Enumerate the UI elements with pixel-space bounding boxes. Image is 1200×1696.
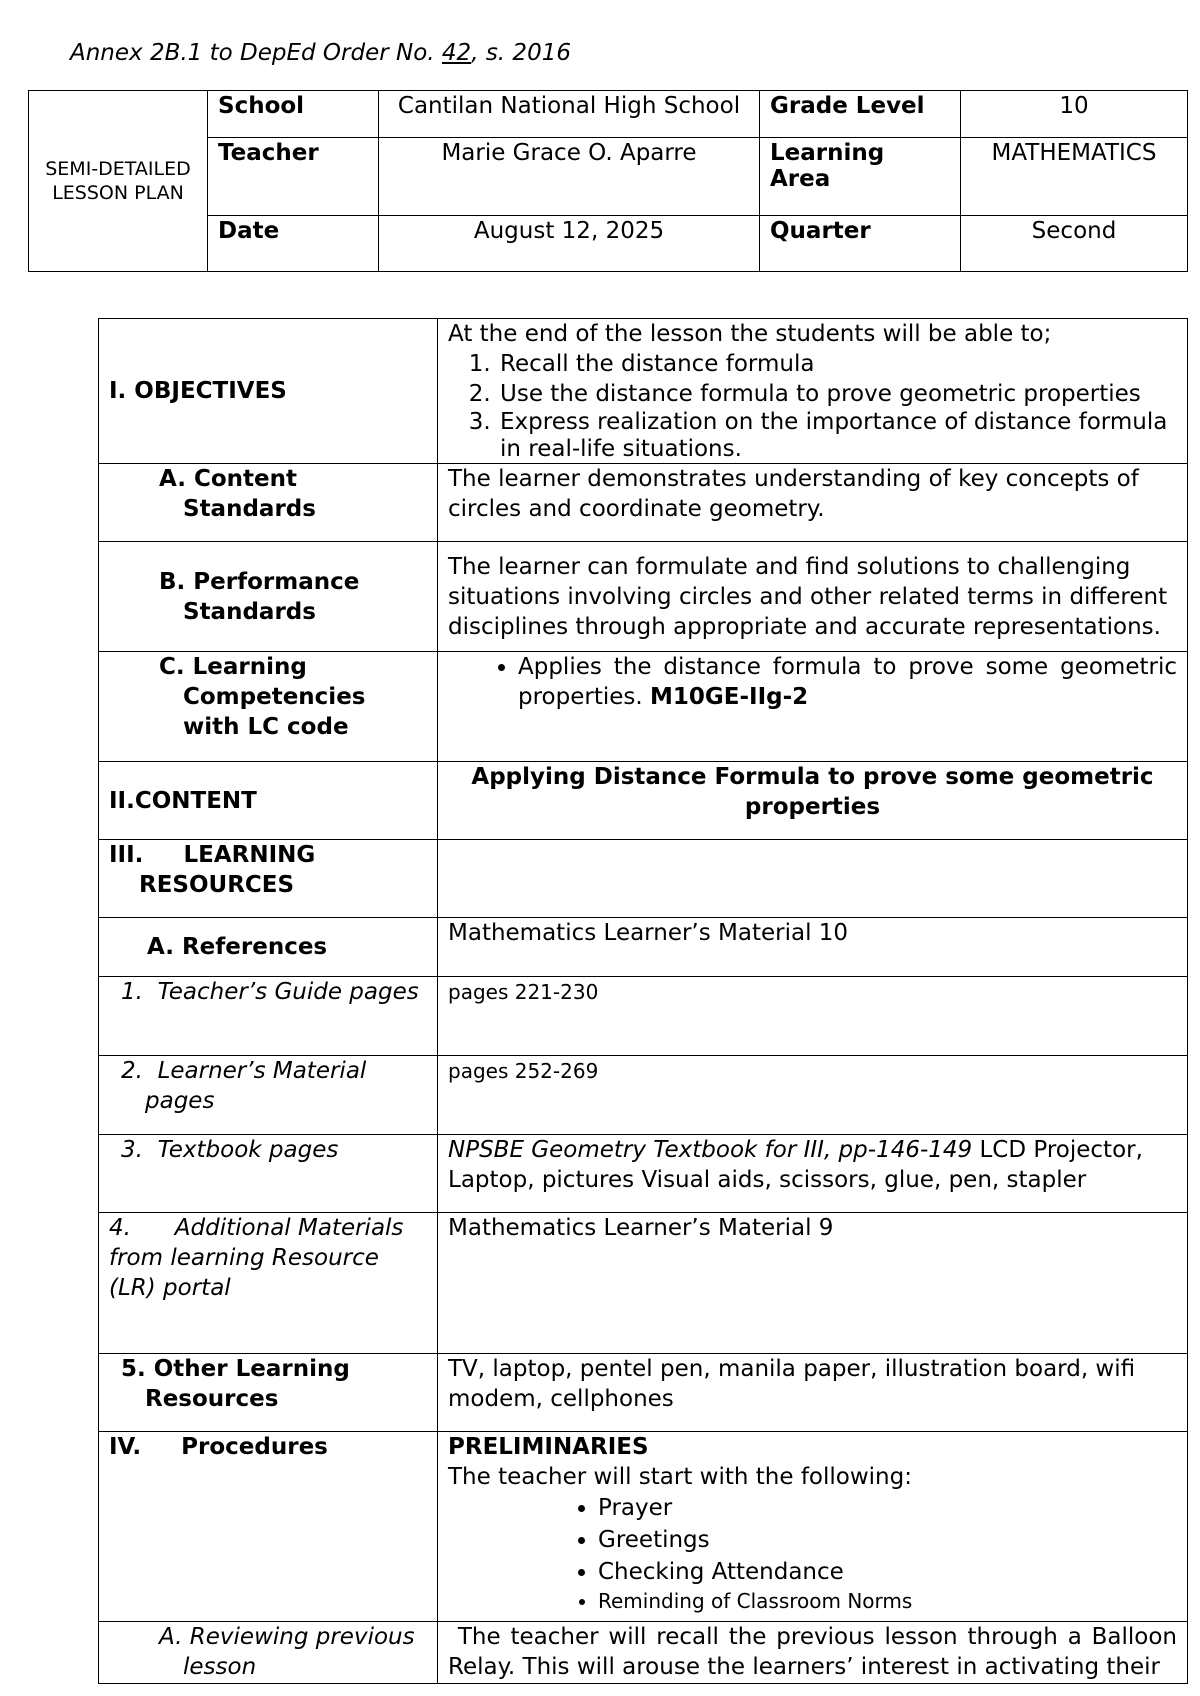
grade-value: 10 — [961, 91, 1188, 138]
performance-standards-label: B. Performance Standards — [99, 542, 438, 652]
learning-resources-label: III. LEARNING RESOURCES — [99, 840, 438, 918]
objectives-cell — [438, 319, 1188, 464]
annex-reference — [70, 40, 571, 66]
reviewing-label: A. Reviewing previous lesson — [99, 1622, 438, 1684]
learning-resources-value — [438, 840, 1188, 918]
competencies-cell — [438, 652, 1188, 762]
other-resources-label: 5. Other Learning Resources — [99, 1354, 438, 1432]
school-label: School — [208, 91, 379, 138]
quarter-label: Quarter — [760, 216, 961, 272]
content-standards-text: The learner demonstrates understanding of key concepts of circles and coordinate geometry. — [438, 464, 1188, 542]
tg-pages-label: 1. Teacher’s Guide pages — [99, 977, 438, 1056]
references-label: A. References — [99, 918, 438, 977]
order-number: 42 — [441, 40, 472, 66]
competencies-label: C. Learning Competencies with LC code — [99, 652, 438, 762]
textbook-title: NPSBE Geometry Textbook for III, pp-146-149 — [448, 1137, 973, 1163]
objective-item: 2. Use the distance formula to prove geometric properties — [498, 379, 1177, 409]
additional-materials-text: Mathematics Learner’s Material 9 — [438, 1213, 1188, 1354]
preliminaries-intro: The teacher will start with the following: — [448, 1464, 912, 1490]
plan-type: SEMI-DETAILED LESSON PLAN — [29, 91, 208, 272]
area-value: MATHEMATICS — [961, 138, 1188, 216]
content-text: Applying Distance Formula to prove some geometric properties — [438, 762, 1188, 840]
teacher-value: Marie Grace O. Aparre — [379, 138, 760, 216]
procedures-cell — [438, 1432, 1188, 1622]
lesson-header-table — [28, 90, 1188, 272]
lesson-plan-table — [98, 318, 1188, 1684]
date-label: Date — [208, 216, 379, 272]
area-label: Learning Area — [760, 138, 961, 216]
additional-materials-label: 4. Additional Materials from learning Resource (LR) portal — [99, 1213, 438, 1354]
textbook-pages-cell — [438, 1135, 1188, 1213]
preliminary-item: • Reminding of Classroom Norms — [598, 1588, 1177, 1614]
preliminary-item: • Greetings — [598, 1524, 1177, 1556]
reviewing-text: The teacher will recall the previous lesson through a Balloon Relay. This will arouse the learners’ interest in activating their — [438, 1622, 1188, 1684]
content-label: II.CONTENT — [99, 762, 438, 840]
references-text: Mathematics Learner’s Material 10 — [438, 918, 1188, 977]
grade-label: Grade Level — [760, 91, 961, 138]
competency-item: • Applies the distance formula to prove some geometric properties. M10GE-IIg-2 — [518, 652, 1177, 712]
quarter-value: Second — [961, 216, 1188, 272]
competencies-list — [448, 652, 1177, 712]
objectives-list — [448, 349, 1177, 463]
school-value: Cantilan National High School — [379, 91, 760, 138]
tg-pages-text: pages 221-230 — [438, 977, 1188, 1056]
content-standards-label: A. Content Standards — [99, 464, 438, 542]
preliminary-item: • Checking Attendance — [598, 1556, 1177, 1588]
objectives-intro: At the end of the lesson the students will be able to; — [448, 321, 1052, 347]
lc-code: M10GE-IIg-2 — [650, 684, 809, 710]
date-value: August 12, 2025 — [379, 216, 760, 272]
objective-item: 1. Recall the distance formula — [498, 349, 1177, 379]
annex-suffix: , s. 2016 — [471, 40, 571, 66]
preliminaries-title: PRELIMINARIES — [448, 1434, 649, 1460]
teacher-label: Teacher — [208, 138, 379, 216]
preliminary-item: • Prayer — [598, 1492, 1177, 1524]
procedures-label: IV. Procedures — [99, 1432, 438, 1622]
performance-standards-text: The learner can formulate and find solutions to challenging situations involving circles and other related terms in different disciplines through appropriate and accurate representations. — [438, 542, 1188, 652]
annex-prefix: Annex 2B.1 to DepEd Order No. — [70, 40, 442, 66]
lm-pages-text: pages 252-269 — [438, 1056, 1188, 1135]
textbook-pages-label: 3. Textbook pages — [99, 1135, 438, 1213]
objective-item: 3. Express realization on the importance of distance formula in real-life situations. — [498, 409, 1177, 463]
lm-pages-label: 2. Learner’s Material pages — [99, 1056, 438, 1135]
objectives-label: I. OBJECTIVES — [99, 319, 438, 464]
other-resources-text: TV, laptop, pentel pen, manila paper, illustration board, wifi modem, cellphones — [438, 1354, 1188, 1432]
textbook-materials: LCD Projector, Laptop, pictures Visual aids, scissors, glue, pen, stapler — [448, 1137, 1143, 1193]
preliminaries-list — [448, 1492, 1177, 1614]
